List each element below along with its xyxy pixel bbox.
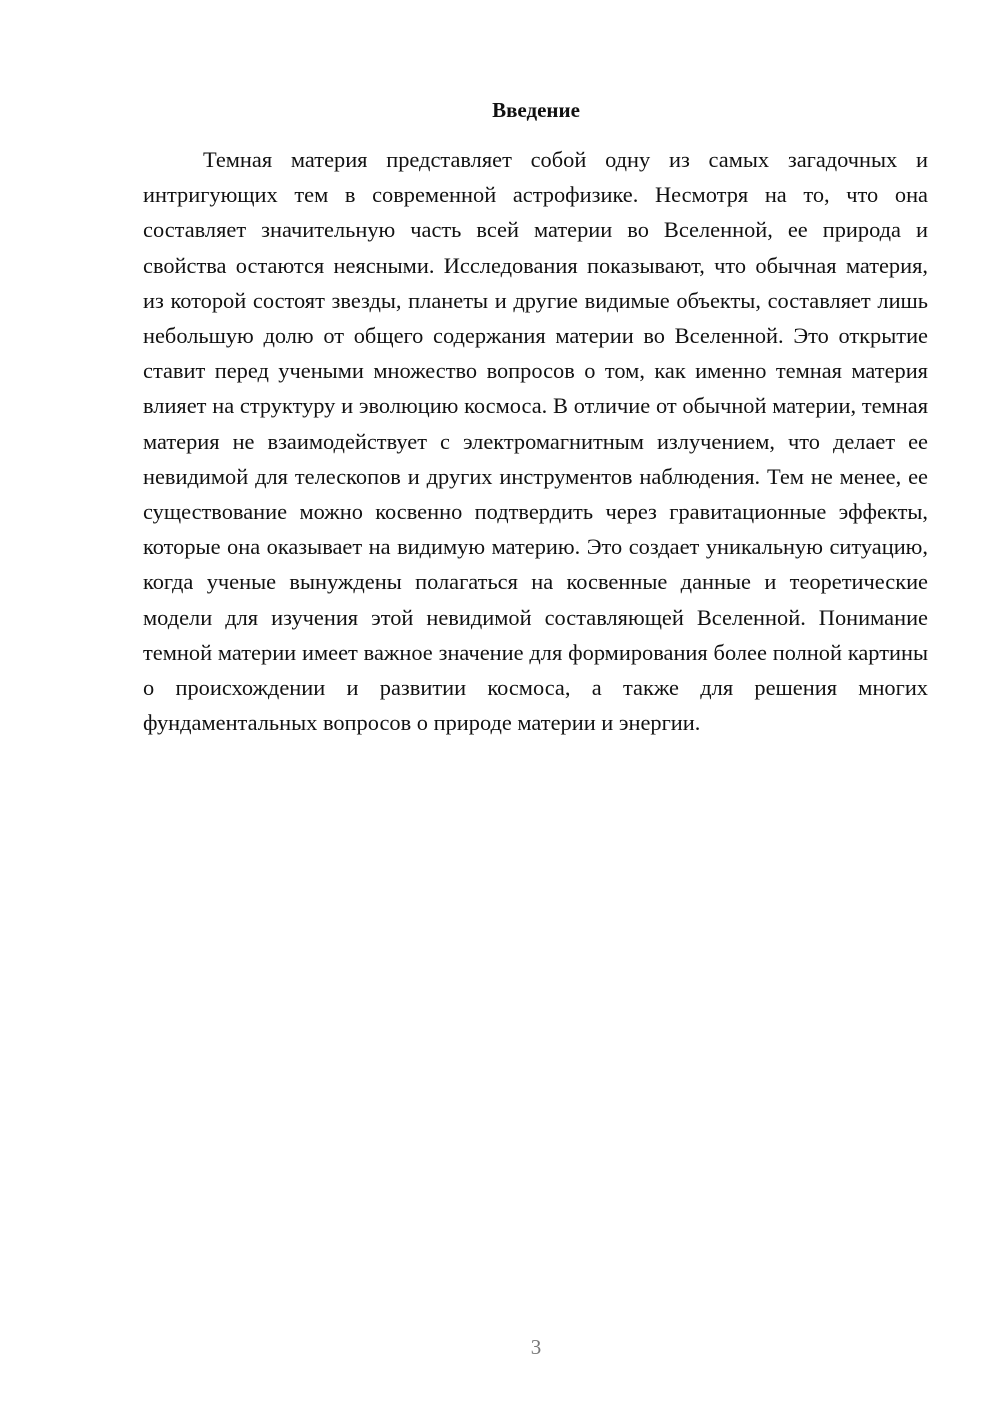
page-number: 3	[530, 1335, 542, 1359]
section-heading: Введение	[492, 98, 580, 122]
body-paragraph: Темная материя представляет собой одну из самых загадочных и интригующих тем в современной астрофизике. Несмотря на то, что она составляет значительную часть всей материи во Вселенной, ее природа и свойства остаются неясными. Исследования показывают, что обычная материя, из которой состоят звезды, планеты и другие видимые объекты, составляет лишь небольшую долю от общего содержания материи во Вселенной. Это открытие ставит перед учеными множество вопросов о том, как именно темная материя влияет на структуру и эволюцию космоса. В отличие от обычной материи, темная материя не взаимодействует с электромагнитным излучением, что делает ее невидимой для телескопов и других инструментов наблюдения. Тем не менее, ее существование можно косвенно подтвердить через гравитационные эффекты, которые она оказывает на видимую материю. Это создает уникальную ситуацию, когда ученые вынуждены полагаться на косвенные данные и теоретические модели для изучения этой невидимой составляющей Вселенной. Понимание темной материи имеет важное значение для формирования более полной картины о происхождении и развитии космоса, а также для решения многих фундаментальных вопросов о природе материи и энергии.	[143, 147, 928, 736]
